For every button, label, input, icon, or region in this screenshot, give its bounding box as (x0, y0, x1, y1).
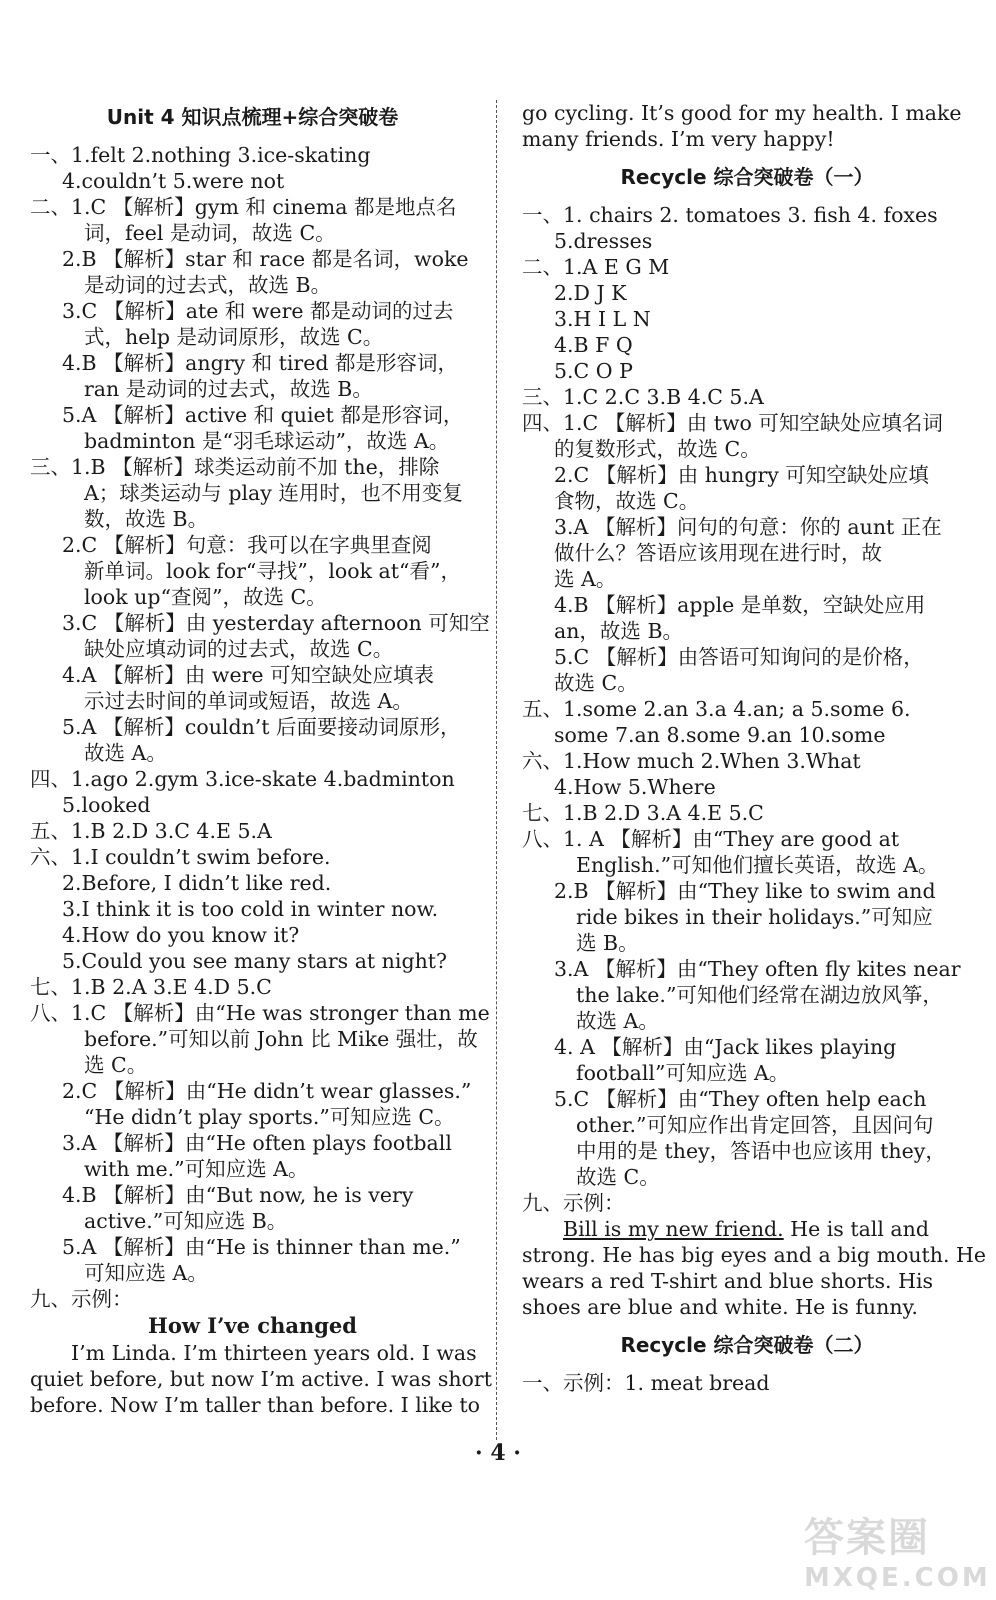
text-line: 3.A 【解析】由“They often fly kites near (554, 957, 961, 981)
text-line: 5.C O P (554, 359, 633, 383)
text-line: badminton 是“羽毛球运动”，故选 A。 (84, 429, 450, 453)
text-line: some 7.an 8.some 9.an 10.some (554, 723, 886, 747)
text-line: 2.Before, I didn’t like red. (62, 871, 332, 895)
watermark-logo (804, 1506, 991, 1593)
text-line: 3.A 【解析】由“He often plays football (62, 1131, 452, 1155)
text-line: 是动词的过去式，故选 B。 (84, 273, 332, 297)
text-line: 缺处应填动词的过去式，故选 C。 (84, 637, 394, 661)
text-line: 5.C 【解析】由答语可知询问的是价格， (554, 645, 924, 669)
text-line: 4.A 【解析】由 were 可知空缺处应填表 (62, 663, 435, 687)
text-line (522, 1216, 972, 1242)
text-line: 六、1.How much 2.When 3.What (522, 749, 861, 773)
text-line: 七、1.B 2.D 3.A 4.E 5.C (522, 801, 764, 825)
text-line: 做什么？答语应该用现在进行时，故 (554, 541, 882, 565)
text-line: 4.B 【解析】apple 是单数，空缺处应用 (554, 593, 926, 617)
text-line: with me.”可知应选 A。 (84, 1157, 309, 1181)
text-line: go cycling. It’s good for my health. I make (522, 101, 962, 125)
text-line: 故选 A。 (84, 741, 167, 765)
text-line: 五、1.B 2.D 3.C 4.E 5.A (30, 819, 272, 843)
text-line: 故选 C。 (576, 1165, 660, 1189)
text-line: 选 C。 (84, 1053, 148, 1077)
right-column (522, 100, 987, 1396)
text-line: 二、1.C 【解析】gym 和 cinema 都是地点名 (30, 195, 457, 219)
text-line: 的复数形式，故选 C。 (554, 437, 761, 461)
text-line: 5.C 【解析】由“They often help each (554, 1087, 927, 1111)
section-title: Unit 4 知识点梳理+综合突破卷 (106, 105, 399, 129)
text-line: 3.I think it is too cold in winter now. (62, 897, 439, 921)
text-line: 2.C 【解析】句意：我可以在字典里查阅 (62, 533, 432, 557)
text-line: look up“查阅”，故选 C。 (84, 585, 327, 609)
text-line: 3.A 【解析】问句的句意：你的 aunt 正在 (554, 515, 942, 539)
text-line: 六、1.I couldn’t swim before. (30, 845, 331, 869)
left-column (30, 92, 492, 1418)
text-line: the lake.”可知他们经常在湖边放风筝， (576, 983, 943, 1007)
text-line: 2.C 【解析】由 hungry 可知空缺处应填 (554, 463, 929, 487)
text-line: 2.D J K (554, 281, 627, 305)
text-line: football”可知应选 A。 (576, 1061, 790, 1085)
text-line: 词，feel 是动词，故选 C。 (84, 221, 336, 245)
text-line: 新单词。look for“寻找”，look at“看”， (84, 559, 461, 583)
text-line: 食物，故选 C。 (554, 489, 700, 513)
text-line: 5.A 【解析】由“He is thinner than me.” (62, 1235, 461, 1259)
text-line: 四、1.C 【解析】由 two 可知空缺处应填名词 (522, 411, 943, 435)
text-line: 选 A。 (554, 567, 617, 591)
section-title: Recycle 综合突破卷（二） (620, 1333, 874, 1357)
text-line: 2.B 【解析】star 和 race 都是名词，woke (62, 247, 469, 271)
text-line: before. Now I’m taller than before. I like to (30, 1393, 480, 1417)
text-segment: He is tall and (783, 1217, 929, 1241)
text-line: active.”可知应选 B。 (84, 1209, 288, 1233)
text-line: 4.B 【解析】由“But now, he is very (62, 1183, 414, 1207)
column-divider (496, 100, 497, 1440)
text-line: 4.B 【解析】angry 和 tired 都是形容词， (62, 351, 458, 375)
text-line: strong. He has big eyes and a big mouth. He (522, 1243, 987, 1267)
text-line: “He didn’t play sports.”可知应选 C。 (84, 1105, 455, 1129)
text-line: wears a red T-shirt and blue shorts. His (522, 1269, 934, 1293)
text-line: 故选 A。 (576, 1009, 659, 1033)
text-line: 2.C 【解析】由“He didn’t wear glasses.” (62, 1079, 472, 1103)
text-line: 式，help 是动词原形，故选 C。 (84, 325, 384, 349)
text-line: shoes are blue and white. He is funny. (522, 1295, 918, 1319)
text-line: 三、1.B 【解析】球类运动前不加 the，排除 (30, 455, 440, 479)
text-line: A；球类运动与 play 连用时，也不用变复 (84, 481, 463, 505)
section-title: Recycle 综合突破卷（一） (620, 165, 874, 189)
text-line: 4. A 【解析】由“Jack likes playing (554, 1035, 897, 1059)
text-line: ran 是动词的过去式，故选 B。 (84, 377, 373, 401)
text-line: 2.B 【解析】由“They like to swim and (554, 879, 936, 903)
text-line: 四、1.ago 2.gym 3.ice-skate 4.badminton (30, 767, 455, 791)
text-line: before.”可知以前 John 比 Mike 强壮，故 (84, 1027, 478, 1051)
text-line: 5.Could you see many stars at night? (62, 949, 447, 973)
text-line: 二、1.A E G M (522, 255, 670, 279)
text-line: many friends. I’m very happy! (522, 127, 835, 151)
page-number: · 4 · (475, 1440, 521, 1466)
text-line: 4.B F Q (554, 333, 633, 357)
text-line: 五、1.some 2.an 3.a 4.an; a 5.some 6. (522, 697, 911, 721)
watermark-cn: 答案圈 (804, 1515, 930, 1561)
text-line: 故选 C。 (554, 671, 638, 695)
text-line: 4.How 5.Where (554, 775, 716, 799)
text-line: 数，故选 B。 (84, 507, 209, 531)
text-line: 七、1.B 2.A 3.E 4.D 5.C (30, 975, 272, 999)
text-line: 选 B。 (576, 931, 639, 955)
text-line: 5.looked (62, 793, 151, 817)
text-line: 示过去时间的单词或短语，故选 A。 (84, 689, 413, 713)
text-line: 一、1.felt 2.nothing 3.ice-skating (30, 143, 371, 167)
text-line: I’m Linda. I’m thirteen years old. I was (71, 1341, 477, 1365)
text-line: 3.C 【解析】ate 和 were 都是动词的过去 (62, 299, 454, 323)
text-line: 3.C 【解析】由 yesterday afternoon 可知空 (62, 611, 490, 635)
text-line: 可知应选 A。 (84, 1261, 208, 1285)
underlined-sentence: Bill is my new friend. (563, 1217, 784, 1241)
text-line: 八、1.C 【解析】由“He was stronger than me (30, 1001, 490, 1025)
text-line: 一、示例：1. meat bread (522, 1371, 770, 1395)
text-line: 九、示例： (522, 1191, 625, 1215)
text-line: other.”可知应作出肯定回答，且因问句 (576, 1113, 934, 1137)
text-line: 4.How do you know it? (62, 923, 300, 947)
text-line: 4.couldn’t 5.were not (62, 169, 285, 193)
text-line: an，故选 B。 (554, 619, 684, 643)
text-line: 三、1.C 2.C 3.B 4.C 5.A (522, 385, 764, 409)
section-title: How I’ve changed (148, 1313, 357, 1338)
text-line: 5.A 【解析】couldn’t 后面要接动词原形， (62, 715, 461, 739)
text-line: 一、1. chairs 2. tomatoes 3. fish 4. foxes (522, 203, 938, 227)
text-line: ride bikes in their holidays.”可知应 (576, 905, 933, 929)
text-line: 5.A 【解析】active 和 quiet 都是形容词， (62, 403, 464, 427)
text-line: quiet before, but now I’m active. I was short (30, 1367, 492, 1391)
text-line: 5.dresses (554, 229, 653, 253)
watermark-en: MXQE.COM (804, 1563, 991, 1593)
text-line: 九、示例： (30, 1287, 133, 1311)
text-line: 八、1. A 【解析】由“They are good at (522, 827, 900, 851)
text-line: 3.H I L N (554, 307, 651, 331)
text-line: 中用的是 they，答语中也应该用 they， (576, 1139, 946, 1163)
text-line: English.”可知他们擅长英语，故选 A。 (576, 853, 939, 877)
